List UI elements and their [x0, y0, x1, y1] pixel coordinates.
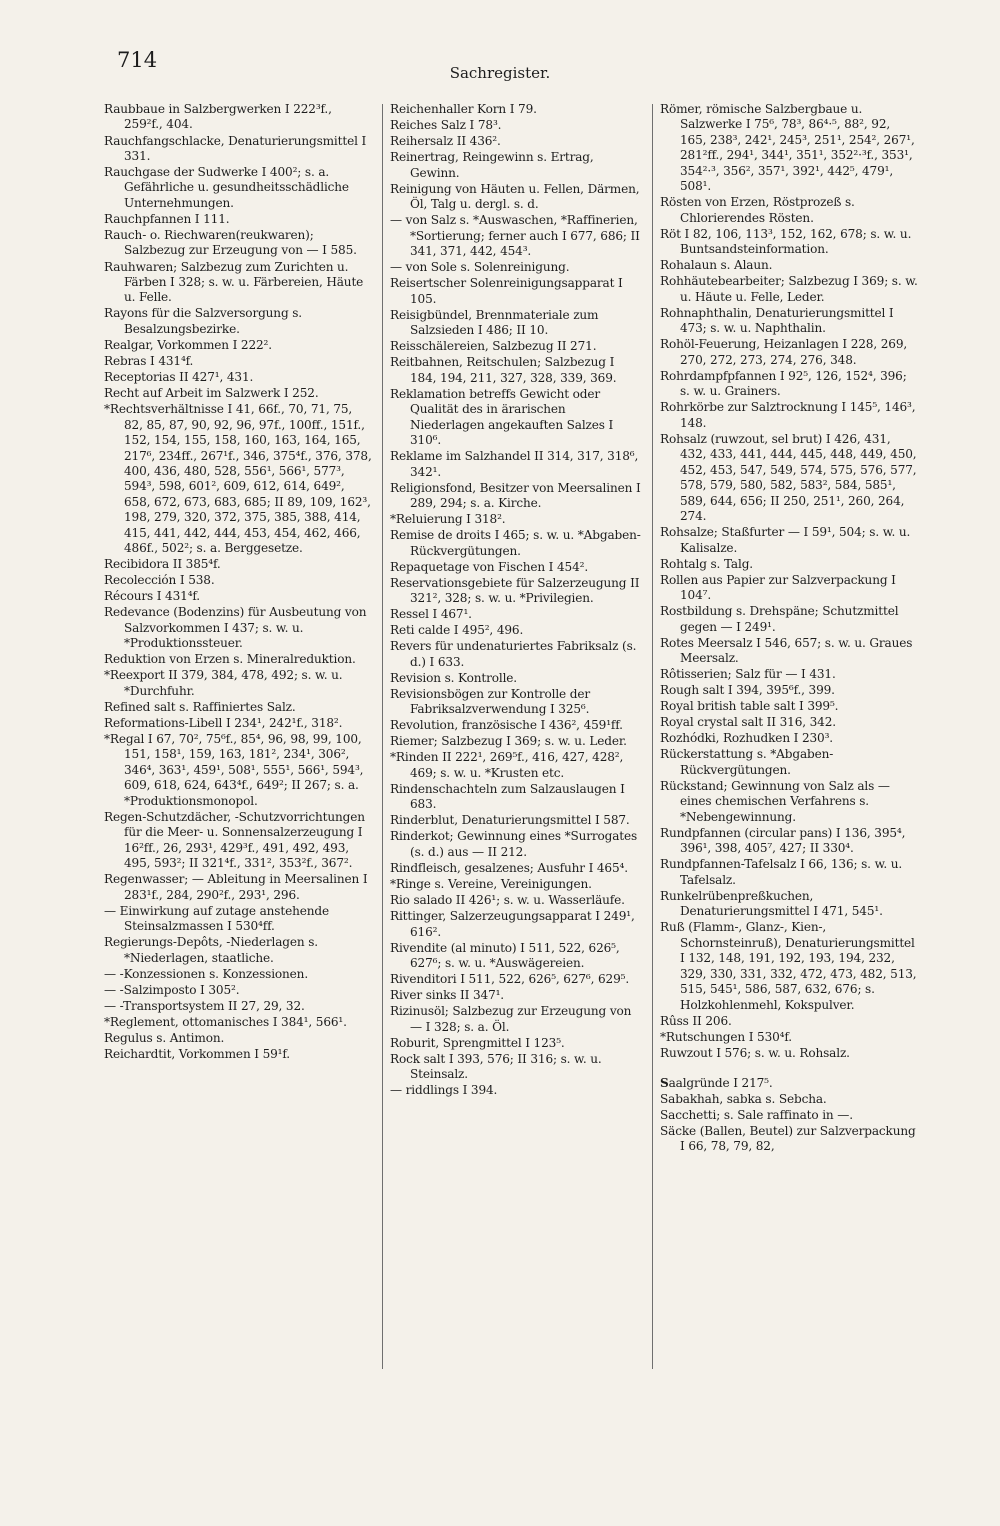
index-entry: Reklamation betreffs Gewicht oder Qualität des in ärarischen Niederlagen angekauften Salzes I 310⁶.: [390, 386, 614, 448]
index-entry: Säcke (Ballen, Beutel) zur Salzverpackung I 66, 78, 79, 82,: [660, 1124, 916, 1154]
index-entry: Revisionsbögen zur Kontrolle der Fabriksalzverwendung I 325⁶.: [390, 686, 590, 717]
index-entry: Rotes Meersalz I 546, 657; s. w. u. Graues Meersalz.: [660, 635, 913, 666]
index-entry: Rindfleisch, gesalzenes; Ausfuhr I 465⁴.: [390, 860, 628, 875]
index-entry: *Reexport II 379, 384, 478, 492; s. w. u. *Durchfuhr.: [104, 668, 343, 698]
index-entry: Reinigung von Häuten u. Fellen, Därmen, Öl, Talg u. dergl. s. d.: [390, 181, 640, 212]
section-gap: [660, 1062, 918, 1076]
index-entry: Rundpfannen (circular pans) I 136, 395⁴, 396¹, 398, 405⁷, 427; II 330⁴.: [660, 825, 906, 856]
index-entry: — Einwirkung auf zutage anstehende Steinsalzmassen I 530⁴ff.: [104, 903, 329, 934]
index-entry: Rohalaun s. Alaun.: [660, 258, 773, 273]
index-entry: Regen-Schutzdächer, -Schutzvorrichtungen für die Meer- u. Sonnensalzerzeugung I 16²ff., 26, 293¹, 429³f., 491, 492, 493, 495, 593²; II 321⁴f., 331², 353²f., 367².: [104, 809, 365, 871]
index-entry: Recht auf Arbeit im Salzwerk I 252.: [104, 386, 319, 401]
index-entry: Recolección I 538.: [104, 573, 215, 588]
index-entry: Raubbaue in Salzbergwerken I 222³f., 259²f., 404.: [104, 102, 332, 132]
index-entry: Ressel I 467¹.: [390, 607, 472, 622]
index-entry: Regulus s. Antimon.: [104, 1030, 225, 1045]
index-entry: Röt I 82, 106, 113³, 152, 162, 678; s. w. u. Buntsandsteinformation.: [660, 226, 912, 257]
index-entry: Rauch- o. Riechwaren(reukwaren); Salzbezug zur Erzeugung von — I 585.: [104, 228, 357, 258]
index-entry: Rivendite (al minuto) I 511, 522, 626⁵, 627⁶; s. w. u. *Auswägereien.: [390, 940, 620, 971]
index-entry: Runkelrübenpreßkuchen, Denaturierungsmittel I 471, 545¹.: [660, 888, 883, 919]
index-entry: Reklame im Salzhandel II 314, 317, 318⁶, 342¹.: [390, 449, 639, 479]
index-entry: Rayons für die Salzversorgung s. Besalzungsbezirke.: [104, 306, 302, 336]
index-entry: Reisschälereien, Salzbezug II 271.: [390, 339, 597, 354]
index-entry: Rohsalz (ruwzout, sel brut) I 426, 431, 432, 433, 441, 444, 445, 448, 449, 450, 452, 453, 547, 549, 574, 575, 576, 577, 578, 579, 580, 582, 583², 584, 585¹, 589, 644, 656; II 250, 251¹, 260, 264, 274.: [660, 431, 917, 524]
index-entry: Reformations-Libell I 234¹, 242¹f., 318².: [104, 715, 343, 730]
index-entry: Rundpfannen-Tafelsalz I 66, 136; s. w. u. Tafelsalz.: [660, 857, 903, 887]
index-entry: Rohsalze; Staßfurter — I 59¹, 504; s. w. u. Kalisalze.: [660, 525, 911, 555]
index-entry: — -Salzimposto I 305².: [104, 982, 240, 997]
index-entry: Römer, römische Salzbergbaue u. Salzwerke I 75⁶, 78³, 86⁴·⁵, 88², 92, 165, 238³, 242¹, 245³, 251¹, 254², 267¹, 281²ff., 294¹, 344¹, 351¹, 352²·³f., 353¹, 354²·³, 356², 357¹, 392¹, 442⁵, 479¹, 508¹.: [660, 102, 915, 194]
index-entry: Remise de droits I 465; s. w. u. *Abgaben-Rückvergütungen.: [390, 528, 641, 558]
index-entry: *Regal I 67, 70², 75⁶f., 85⁴, 96, 98, 99, 100, 151, 158¹, 159, 163, 181², 234¹, 306², 346⁴, 363¹, 459¹, 508¹, 555¹, 566¹, 594³, 609, 618, 624, 643⁴f., 649²; II 267; s. a. *Produktionsmonopol.: [104, 732, 364, 808]
page-number: 714: [117, 48, 158, 72]
index-entry: Royal british table salt I 399⁵.: [660, 699, 839, 714]
index-entry: Reichenhaller Korn I 79.: [390, 102, 537, 116]
index-entry: — -Transportsystem II 27, 29, 32.: [104, 998, 305, 1013]
index-entry: Rostbildung s. Drehspäne; Schutzmittel gegen — I 249¹.: [660, 604, 899, 634]
index-entry: Rittinger, Salzerzeugungsapparat I 249¹, 616².: [390, 909, 635, 939]
index-entry: Ruß (Flamm-, Glanz-, Kien-, Schornsteinruß), Denaturierungsmittel I 132, 148, 191, 192, 193, 194, 232, 329, 330, 331, 332, 472, 473, 482, 513, 515, 545¹, 586, 587, 632, 676; s. Holzkohlenmehl, Kokspulver.: [660, 920, 917, 1012]
index-entry: — von Salz s. *Auswaschen, *Raffinerien, *Sortierung; ferner auch I 677, 686; II 341, 371, 442, 454³.: [390, 213, 640, 259]
index-entry: Ruwzout I 576; s. w. u. Rohsalz.: [660, 1045, 850, 1060]
index-entry: Rinderblut, Denaturierungsmittel I 587.: [390, 813, 630, 828]
index-entry: *Ringe s. Vereine, Vereinigungen.: [390, 877, 592, 892]
index-entry: Reichardtit, Vorkommen I 59¹f.: [104, 1047, 290, 1061]
index-entry: Reti calde I 495², 496.: [390, 623, 524, 638]
index-column-2: [390, 102, 642, 1099]
column-rule: [652, 104, 653, 1369]
index-entry: Rindenschachteln zum Salzauslaugen I 683.: [390, 781, 625, 812]
index-entry: Récours I 431⁴f.: [104, 589, 200, 604]
index-entry: Redevance (Bodenzins) für Ausbeutung von Salzvorkommen I 437; s. w. u. *Produktionssteuer.: [104, 605, 367, 651]
index-entry: Rohnaphthalin, Denaturierungsmittel I 473; s. w. u. Naphthalin.: [660, 305, 894, 336]
index-entry: Regierungs-Depôts, -Niederlagen s. *Niederlagen, staatliche.: [104, 935, 318, 965]
index-entry: Rohöl-Feuerung, Heizanlagen I 228, 269, 270, 272, 273, 274, 276, 348.: [660, 337, 908, 367]
index-entry: Rollen aus Papier zur Salzverpackung I 104⁷.: [660, 572, 896, 603]
index-entry: *Reglement, ottomanisches I 384¹, 566¹.: [104, 1014, 347, 1029]
index-entry: Religionsfond, Besitzer von Meersalinen I 289, 294; s. a. Kirche.: [390, 480, 641, 511]
index-entry: *Rechtsverhältnisse I 41, 66f., 70, 71, 75, 82, 85, 87, 90, 92, 96, 97f., 100ff., 151f., 152, 154, 155, 158, 160, 163, 164, 165, 217⁶, 234ff., 267¹f., 346, 375⁴f., 376, 378, 400, 436, 480, 528, 556¹, 566¹, 577³, 594³, 598, 601², 609, 612, 614, 649², 658, 672, 673, 683, 685; II 89, 109, 162³, 198, 279, 320, 372, 375, 385, 388, 414, 415, 441, 442, 444, 453, 454, 462, 466, 486f., 502²; s. a. Berggesetze.: [104, 402, 372, 556]
index-entry: Rôtisserien; Salz für — I 431.: [660, 667, 836, 682]
index-entry: Saalgründe I 217⁵.: [660, 1075, 773, 1090]
column-rule: [382, 104, 383, 1369]
index-entry: Rough salt I 394, 395⁶f., 399.: [660, 683, 835, 698]
index-entry: Rivenditori I 511, 522, 626⁵, 627⁶, 629⁵.: [390, 972, 630, 987]
index-entry: Rozhódki, Rozhudken I 230³.: [660, 731, 833, 746]
index-entry: — -Konzessionen s. Konzessionen.: [104, 966, 309, 981]
index-entry: Rauchpfannen I 111.: [104, 211, 230, 226]
index-entry: *Rutschungen I 530⁴f.: [660, 1029, 792, 1044]
index-entry: Rohhäutebearbeiter; Salzbezug I 369; s. w. u. Häute u. Felle, Leder.: [660, 274, 918, 304]
index-entry: Rio salado II 426¹; s. w. u. Wasserläufe.: [390, 893, 625, 908]
index-entry: Rinderkot; Gewinnung eines *Surrogates (s. d.) aus — II 212.: [390, 829, 638, 859]
index-entry: Revers für undenaturiertes Fabriksalz (s. d.) I 633.: [390, 639, 637, 669]
index-entry: Repaquetage von Fischen I 454².: [390, 559, 589, 574]
index-entry: Rauhwaren; Salzbezug zum Zurichten u. Färben I 328; s. w. u. Färbereien, Häute u. Felle.: [104, 259, 364, 305]
index-entry: River sinks II 347¹.: [390, 988, 505, 1003]
index-entry: Revision s. Kontrolle.: [390, 670, 517, 685]
index-entry: Receptorias II 427¹, 431.: [104, 370, 254, 385]
index-entry: Reisertscher Solenreinigungsapparat I 105.: [390, 276, 623, 306]
index-entry: Regenwasser; — Ableitung in Meersalinen I 283¹f., 284, 290²f., 293¹, 296.: [104, 872, 368, 902]
section-initial: S: [660, 1075, 669, 1090]
index-entry: Rûss II 206.: [660, 1013, 732, 1028]
index-entry: Rock salt I 393, 576; II 316; s. w. u. Steinsalz.: [390, 1051, 602, 1082]
index-entry: Reservationsgebiete für Salzerzeugung II 321², 328; s. w. u. *Privilegien.: [390, 575, 640, 606]
index-entry: Rösten von Erzen, Röstprozeß s. Chlorierendes Rösten.: [660, 195, 855, 225]
index-entry: — riddlings I 394.: [390, 1083, 498, 1098]
index-entry: Sacchetti; s. Sale raffinato in —.: [660, 1107, 853, 1122]
index-entry: Rauchfangschlacke, Denaturierungsmittel I 331.: [104, 133, 367, 163]
index-entry: Rauchgase der Sudwerke I 400²; s. a. Gefährliche u. gesundheitsschädliche Unternehmungen.: [104, 165, 349, 210]
index-entry: Reihersalz II 436².: [390, 134, 501, 149]
index-entry: Reiches Salz I 78³.: [390, 118, 502, 133]
index-entry: Reinertrag, Reingewinn s. Ertrag, Gewinn.: [390, 150, 594, 180]
index-entry: *Reluierung I 318².: [390, 512, 506, 527]
index-entry: Rebras I 431⁴f.: [104, 354, 194, 368]
index-column-3: [660, 102, 918, 1156]
index-entry: Rohrdampfpfannen I 92⁵, 126, 152⁴, 396; s. w. u. Grainers.: [660, 368, 907, 399]
index-column-1: [104, 102, 374, 1063]
index-entry: Recibidora II 385⁴f.: [104, 557, 221, 572]
index-entry: Rohtalg s. Talg.: [660, 556, 753, 571]
index-entry: Rückerstattung s. *Abgaben-Rückvergütungen.: [660, 747, 834, 777]
index-entry: Reisigbündel, Brennmateriale zum Salzsieden I 486; II 10.: [390, 307, 599, 338]
index-entry: Sabakhah, sabka s. Sebcha.: [660, 1091, 827, 1106]
index-entry: — von Sole s. Solenreinigung.: [390, 260, 570, 275]
index-entry: Rohrkörbe zur Salztrocknung I 145⁵, 146³, 148.: [660, 400, 916, 430]
index-entry: Reitbahnen, Reitschulen; Salzbezug I 184, 194, 211, 327, 328, 339, 369.: [390, 355, 617, 385]
index-entry: Royal crystal salt II 316, 342.: [660, 715, 836, 730]
index-entry: Rizinusöl; Salzbezug zur Erzeugung von — I 328; s. a. Öl.: [390, 1004, 632, 1034]
index-entry: Refined salt s. Raffiniertes Salz.: [104, 699, 296, 714]
index-entry: Riemer; Salzbezug I 369; s. w. u. Leder.: [390, 734, 627, 749]
index-entry: Realgar, Vorkommen I 222².: [104, 337, 272, 352]
index-entry: Roburit, Sprengmittel I 123⁵.: [390, 1035, 565, 1050]
index-entry: *Rinden II 222¹, 269⁵f., 416, 427, 428², 469; s. w. u. *Krusten etc.: [390, 750, 624, 780]
index-entry: Rückstand; Gewinnung von Salz als — eines chemischen Verfahrens s. *Nebengewinnung.: [660, 778, 890, 824]
index-entry: Revolution, französische I 436², 459¹ff.: [390, 718, 623, 733]
index-entry: Reduktion von Erzen s. Mineralreduktion.: [104, 652, 356, 667]
running-head: Sachregister.: [449, 64, 551, 82]
